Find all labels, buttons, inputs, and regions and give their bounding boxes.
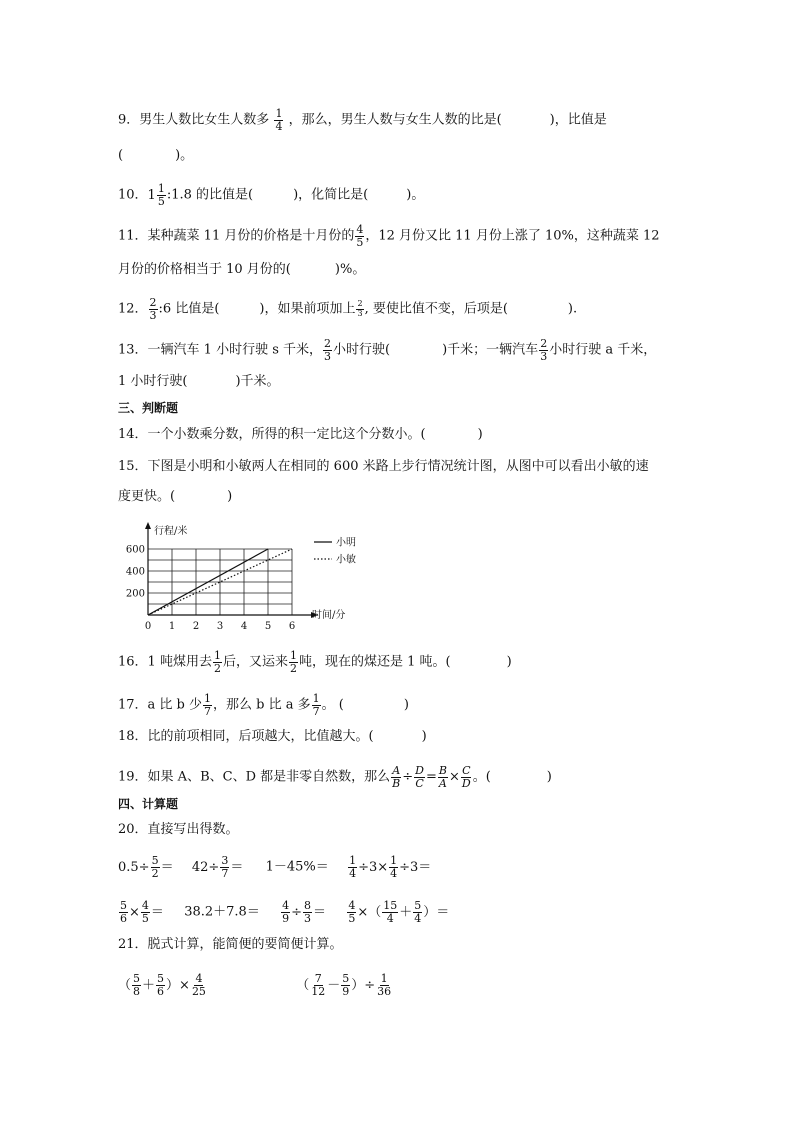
legend-label-1: 小敏	[336, 554, 356, 566]
q13-text-b: 小时行驶(	[333, 342, 391, 358]
q11-fraction: $\frac{4}{5}$	[356, 223, 364, 249]
q12-fraction-b: $\frac{2}{3}$	[357, 299, 363, 318]
q13-text-a: 一辆汽车 1 小时行驶 s 千米，	[147, 342, 323, 358]
q13-text-e: 1 小时行驶(	[118, 374, 188, 389]
q10-text-b: )，化简比是(	[293, 187, 369, 203]
q18-end: )	[421, 729, 427, 744]
q16-fraction: $\frac{1}{2}$	[213, 649, 221, 675]
q9-text-b: ，那么，男生人数与女生人数的比是(	[288, 112, 502, 128]
question-18	[118, 730, 427, 743]
y-tick-label: 200	[125, 588, 145, 600]
x-axis-label: 时间/分	[312, 610, 346, 621]
q11-text-d: )%。	[334, 262, 366, 277]
question-10	[118, 183, 424, 207]
q21-expr-a: （ $\frac{5}{8}$ ＋ $\frac{5}{6}$ ）× $\frac{4}{25}$	[118, 972, 206, 998]
x-tick-label: 2	[192, 621, 200, 632]
q17-fraction-2: $\frac{1}{7}$	[312, 692, 320, 718]
q17-text-c: 。 (	[321, 697, 344, 713]
q16-fraction-2: $\frac{1}{2}$	[289, 649, 297, 675]
q20-expr-5: $\frac{5}{6}$ × $\frac{4}{5}$ ＝	[120, 899, 164, 925]
q12-number: 12．	[118, 301, 148, 317]
q12-text-b: )，如果前项加上	[259, 301, 356, 317]
q20-expr-3: 1－45%＝	[265, 859, 329, 875]
q21-expr-b: （ $\frac{7}{12}$ － $\frac{5}{9}$ ）÷ $\frac{1}{36}$	[296, 972, 392, 998]
q12-text-c: , 要使比值不变，后项是(	[364, 301, 508, 317]
q15-text-b: 度更快。(	[118, 489, 176, 504]
legend-label-0: 小明	[336, 537, 356, 549]
question-16	[118, 650, 512, 674]
q16-text-a: 16．1 吨煤用去	[118, 654, 212, 670]
q16-end: )	[506, 654, 512, 670]
q20-expr-6: 38.2＋7.8＝	[184, 904, 260, 920]
q10-number: 10．	[118, 187, 148, 203]
q19-text-b: 。(	[472, 769, 491, 785]
x-tick-label: 4	[240, 621, 248, 632]
question-11	[118, 224, 660, 248]
q13-fraction-b: $\frac{2}{3}$	[540, 337, 548, 363]
q19-fraction-cd: $\frac{C}{D}$	[461, 764, 471, 790]
q13-number: 13．	[118, 342, 148, 358]
walking-chart	[118, 520, 363, 635]
q13-text-c: )千米；一辆汽车	[442, 342, 539, 358]
section-4-heading: 四、计算题	[118, 797, 179, 811]
q10-text-c: )。	[406, 187, 425, 203]
q16-text-b: 后，又运来	[222, 654, 288, 670]
x-tick-label: 3	[216, 621, 224, 632]
q18-text: 18．比的前项相同，后项越大，比值越大。(	[118, 729, 374, 744]
q17-fraction: $\frac{1}{7}$	[204, 692, 212, 718]
x-tick-label: 5	[264, 621, 272, 632]
q20-expr-4: $\frac{1}{4}$ ÷3× $\frac{1}{4}$ ÷3＝	[349, 854, 432, 880]
question-13-cont	[118, 375, 280, 388]
question-17	[118, 693, 409, 717]
q10-text-a: :1.8 的比值是(	[166, 187, 254, 203]
q11-text-a: 某种蔬菜 11 月份的价格是十月份的	[147, 228, 355, 244]
question-11-cont	[118, 263, 365, 276]
q9-text-a: 男生人数比女生人数多	[139, 112, 270, 128]
x-tick-label: 0	[144, 621, 152, 632]
question-15-cont	[118, 490, 232, 503]
q19-fraction-ab: $\frac{A}{B}$	[392, 764, 401, 790]
q9-number: 9．	[118, 112, 140, 128]
q12-text-d: ).	[567, 301, 578, 317]
y-tick-label: 600	[125, 544, 145, 556]
q9-text-e: )。	[175, 148, 194, 163]
q14-end: )	[477, 427, 483, 442]
q11-text-b: ，12 月份又比 11 月份上涨了 10%，这种蔬菜 12	[365, 228, 660, 244]
q20-expr-8: $\frac{4}{5}$ ×（ $\frac{15}{4}$ ＋ $\frac{5}{4}$ ）＝	[348, 899, 450, 925]
q10-mixed-number: 1 $\frac{1}{5}$	[147, 182, 165, 208]
q12-text-a: :6 比值是(	[158, 301, 220, 317]
question-19	[118, 765, 552, 789]
question-14	[118, 428, 483, 441]
y-tick-label: 400	[125, 566, 145, 578]
q9-text-c: )，比值是	[549, 112, 607, 128]
q20-expr-2: 42÷ $\frac{3}{7}$ ＝	[191, 854, 244, 880]
q19-fraction-dc: $\frac{D}{C}$	[415, 764, 424, 790]
q19-eq: =	[425, 769, 437, 785]
q19-text-a: 19．如果 A、B、C、D 都是非零自然数，那么	[118, 769, 391, 785]
question-13	[118, 338, 656, 362]
question-21-title: 21．脱式计算，能简便的要简便计算。	[118, 937, 343, 952]
section-3-heading: 三、判断题	[118, 401, 179, 415]
q17-text-b: ，那么 b 比 a 多	[213, 697, 311, 713]
x-tick-label: 6	[288, 621, 296, 632]
q11-text-c: 月份的价格相当于 10 月份的(	[118, 262, 291, 277]
q9-fraction: $\frac{1}{4}$	[275, 107, 283, 133]
q20-row-2	[118, 900, 449, 924]
question-9	[118, 108, 607, 132]
x-tick-label: 1	[168, 621, 176, 632]
y-axis-arrow	[145, 522, 151, 529]
q19-end: )	[546, 769, 552, 785]
q14-text: 14．一个小数乘分数，所得的积一定比这个分数小。(	[118, 427, 426, 442]
q13-text-f: )千米。	[235, 374, 280, 389]
q20-row-1	[118, 855, 431, 879]
question-12	[118, 297, 577, 321]
q20-expr-1: 0.5÷ $\frac{5}{2}$ ＝	[118, 854, 174, 880]
walking-chart-svg	[118, 520, 363, 635]
q19-fraction-ba: $\frac{B}{A}$	[438, 764, 447, 790]
question-9-cont	[118, 149, 193, 162]
q17-text-a: 17．a 比 b 少	[118, 697, 203, 713]
q15-text-a: 15．下图是小明和小敏两人在相同的 600 米路上步行情况统计图，从图中可以看出小敏的速	[118, 459, 649, 474]
q19-times: ×	[448, 769, 460, 785]
q9-text-d: (	[118, 148, 124, 163]
q16-text-c: 吨，现在的煤还是 1 吨。(	[298, 654, 451, 670]
q13-text-d: 小时行驶 a 千米，	[549, 342, 657, 358]
q12-fraction-a: $\frac{2}{3}$	[149, 296, 157, 322]
q11-number: 11．	[118, 228, 148, 244]
q15-end: )	[227, 489, 233, 504]
q20-expr-7: $\frac{4}{9}$ ÷ $\frac{8}{3}$ ＝	[282, 899, 327, 925]
q17-end: )	[403, 697, 409, 713]
q13-fraction-a: $\frac{2}{3}$	[324, 337, 332, 363]
y-axis-label: 行程/米	[154, 526, 188, 537]
q21-row	[118, 973, 393, 997]
q19-div: ÷	[402, 769, 414, 785]
question-15	[118, 460, 649, 473]
question-20-title: 20．直接写出得数。	[118, 822, 239, 837]
